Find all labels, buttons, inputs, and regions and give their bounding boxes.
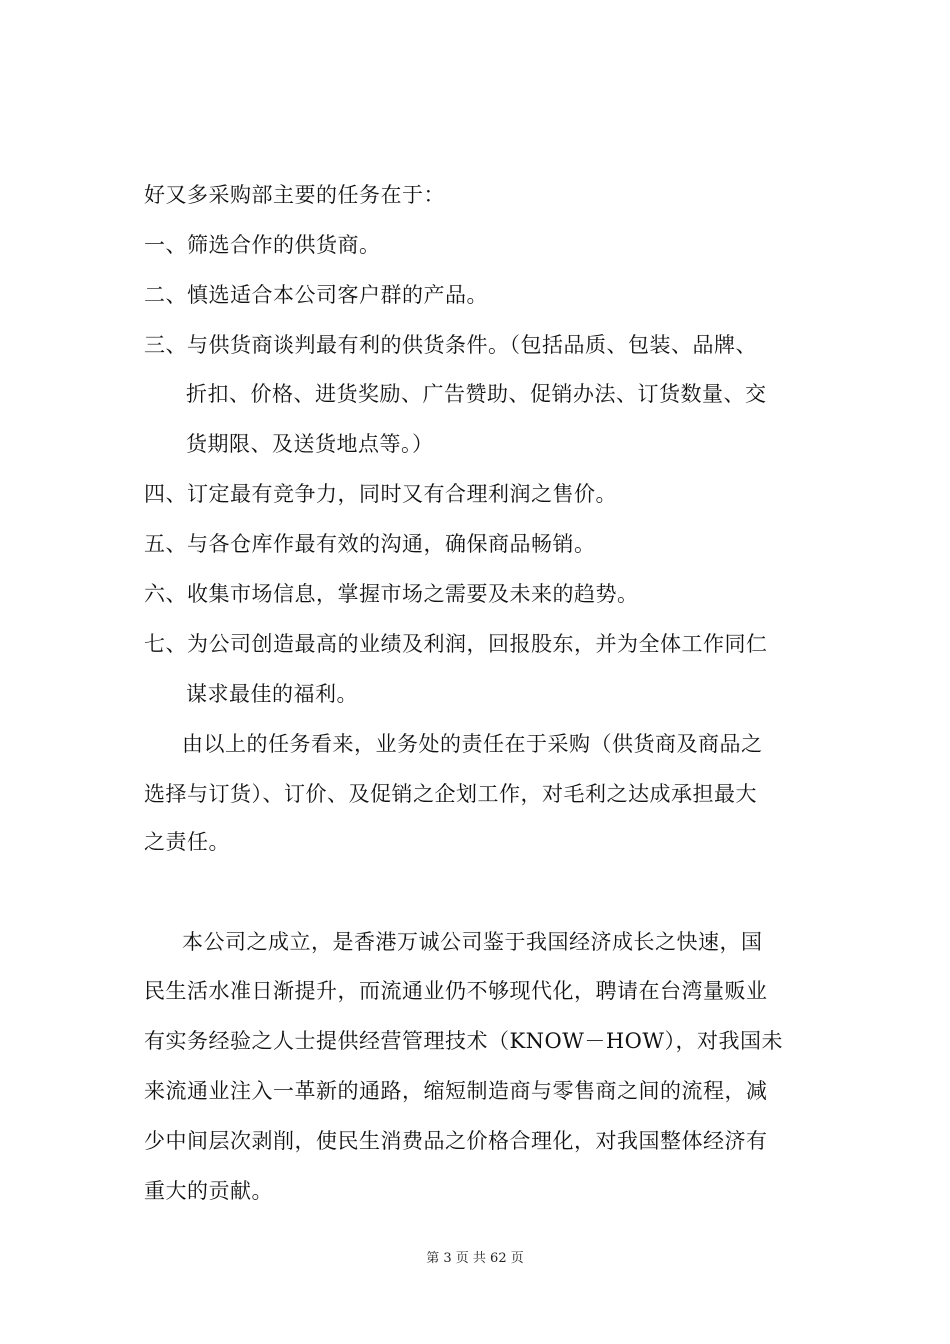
task-7-line-1: 七、为公司创造最高的业绩及利润，回报股东，并为全体工作同仁 bbox=[144, 632, 768, 656]
task-7-line-2: 谋求最佳的福利。 bbox=[186, 682, 358, 706]
company-line-1: 本公司之成立，是香港万诚公司鉴于我国经济成长之快速，国 bbox=[182, 930, 763, 954]
summary-line-1: 由以上的任务看来，业务处的责任在于采购（供货商及商品之 bbox=[182, 732, 763, 756]
task-2-line-1: 二、慎选适合本公司客户群的产品。 bbox=[144, 283, 488, 307]
summary-line-3: 之责任。 bbox=[144, 830, 230, 854]
intro-line: 好又多采购部主要的任务在于： bbox=[144, 183, 445, 207]
company-line-3: 有实务经验之人士提供经营管理技术（KNOW－HOW），对我国未 bbox=[144, 1029, 783, 1053]
page-footer: 第 3 页 共 62 页 bbox=[426, 1251, 524, 1266]
task-5-line-1: 五、与各仓库作最有效的沟通，确保商品畅销。 bbox=[144, 532, 596, 556]
company-line-5: 少中间层次剥削，使民生消费品之价格合理化，对我国整体经济有 bbox=[144, 1129, 768, 1153]
task-3-line-3: 货期限、及送货地点等。） bbox=[186, 432, 434, 456]
task-1-line-1: 一、筛选合作的供货商。 bbox=[144, 233, 381, 257]
task-3-line-2: 折扣、价格、进货奖励、广告赞助、促销办法、订货数量、交 bbox=[186, 382, 767, 406]
company-line-6: 重大的贡献。 bbox=[144, 1179, 273, 1203]
company-line-4: 来流通业注入一革新的通路，缩短制造商与零售商之间的流程，减 bbox=[144, 1079, 768, 1103]
summary-line-2: 选择与订货）、订价、及促销之企划工作，对毛利之达成承担最大 bbox=[144, 782, 757, 806]
task-3-line-1: 三、与供货商谈判最有利的供货条件。（包括品质、包装、品牌、 bbox=[144, 333, 757, 357]
task-6-line-1: 六、收集市场信息，掌握市场之需要及未来的趋势。 bbox=[144, 582, 639, 606]
task-4-line-1: 四、订定最有竞争力，同时又有合理利润之售价。 bbox=[144, 482, 617, 506]
company-line-2: 民生活水准日渐提升，而流通业仍不够现代化，聘请在台湾量贩业 bbox=[144, 979, 768, 1003]
